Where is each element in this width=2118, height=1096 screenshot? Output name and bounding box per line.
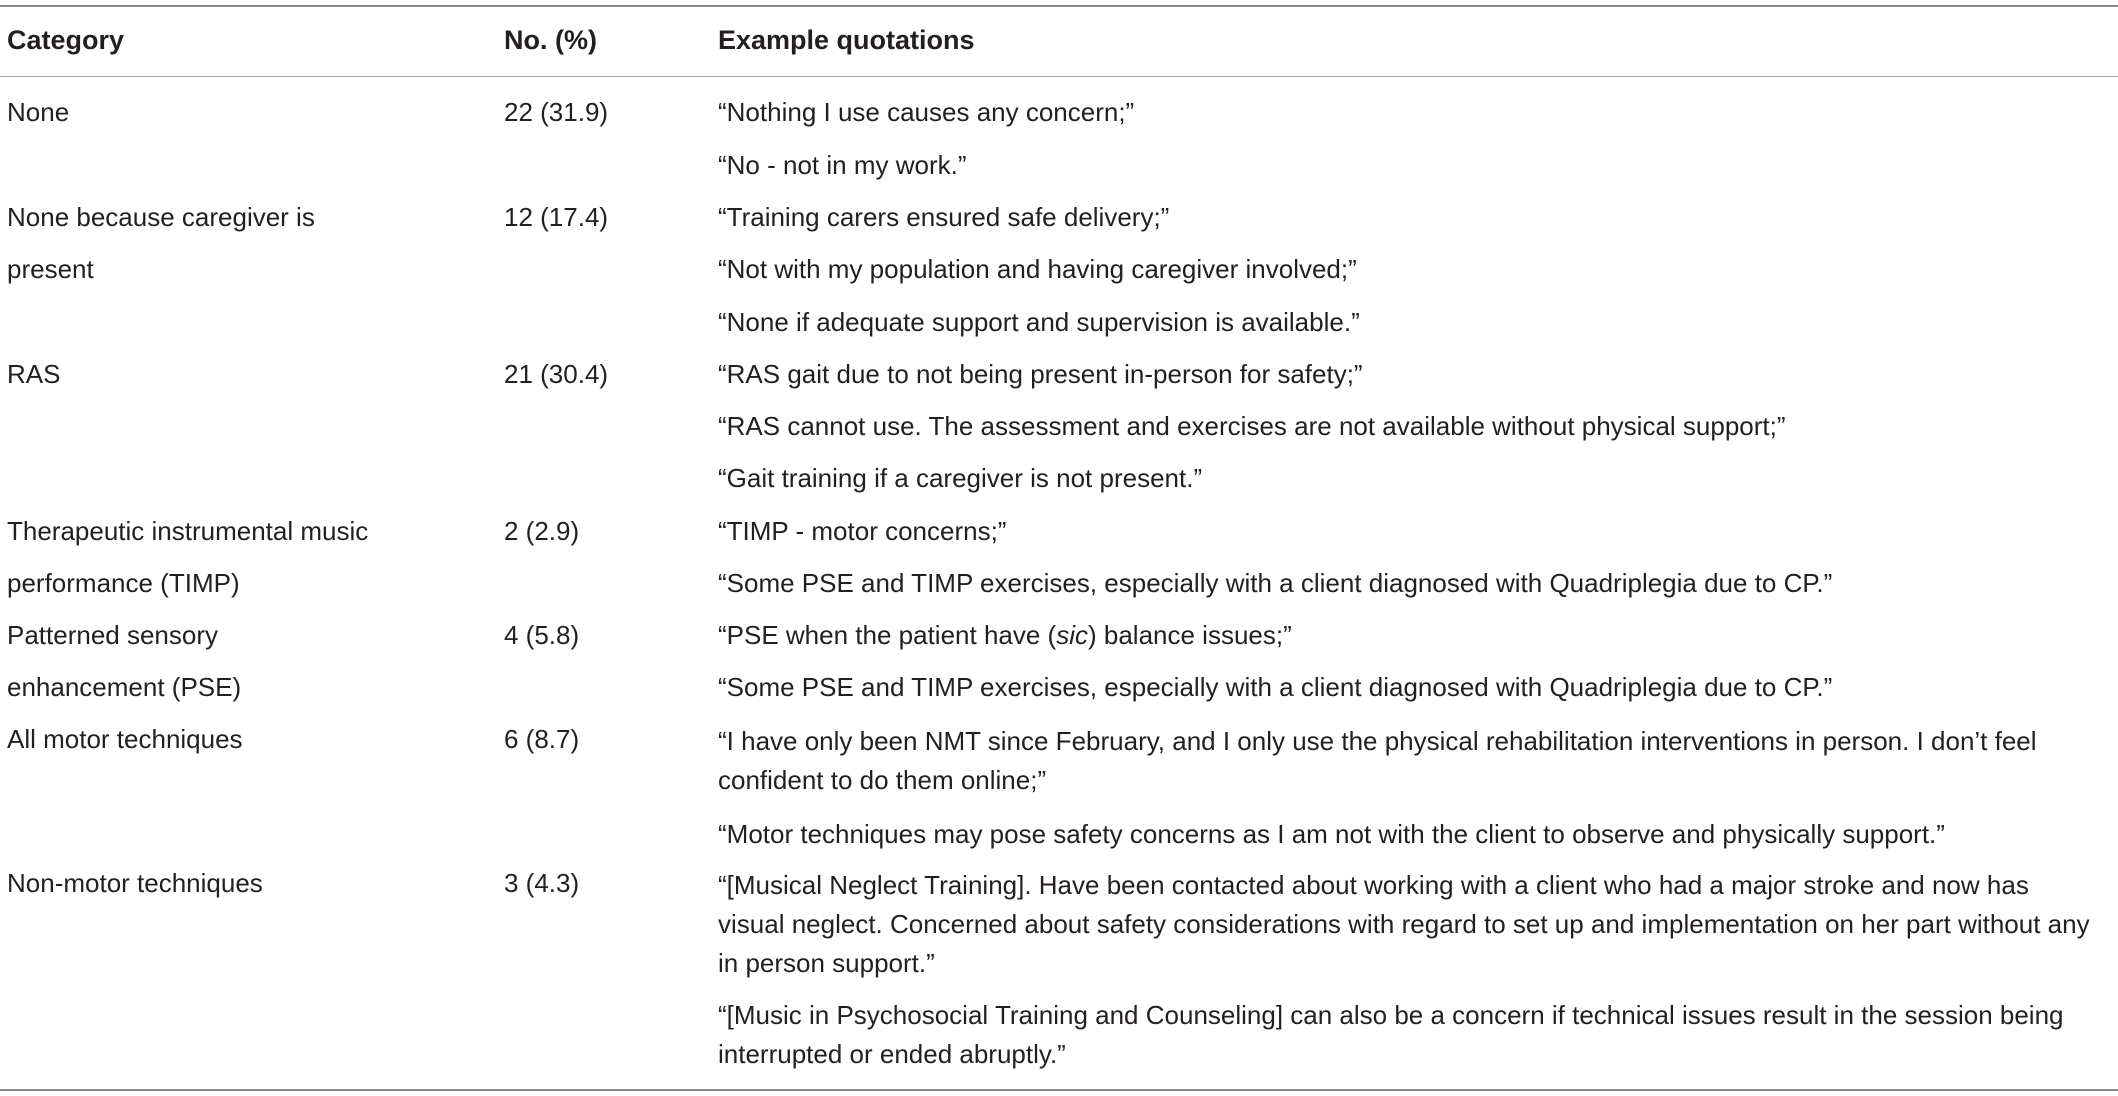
quotation-text: “PSE when the patient have ( [718,620,1057,650]
category-cell-line: None because caregiver is [7,202,315,232]
column-header-count: No. (%) [504,25,597,55]
category-cell: All motor techniques [7,724,243,754]
quotation: “Some PSE and TIMP exercises, especially with a client diagnosed with Quadriplegia due to CP.” [718,568,1833,598]
quotation: “[Music in Psychosocial Training and Counseling] can also be a concern if technical issues result in the session being interrupted or ended abruptly.” [718,1000,2064,1069]
quotation: “Gait training if a caregiver is not present.” [718,463,1203,493]
quotation: “[Musical Neglect Training]. Have been contacted about working with a client who had a major stroke and now has visual neglect. Concerned about safety considerations with regard to set up and implementation on her part without any in person support.” [718,870,2090,978]
quotation: “RAS gait due to not being present in-person for safety;” [718,359,1363,389]
count-cell: 22 (31.9) [504,97,609,127]
quotation: “TIMP - motor concerns;” [718,516,1007,546]
count-cell: 3 (4.3) [504,868,580,898]
count-cell: 4 (5.8) [504,620,580,650]
quotation: “Nothing I use causes any concern;” [718,97,1135,127]
quotation: “Motor techniques may pose safety concerns as I am not with the client to observe and physically support.” [718,819,1945,849]
category-cell: RAS [7,359,61,389]
count-cell: 12 (17.4) [504,202,609,232]
quotation: “No - not in my work.” [718,150,967,180]
sic-italic: sic [1056,620,1088,650]
header-rule [0,76,2118,77]
table-bottom-rule [0,1089,2118,1091]
category-cell-line: performance (TIMP) [7,568,240,598]
category-cell: None [7,97,70,127]
quotation: “Not with my population and having caregiver involved;” [718,254,1357,284]
category-cell-line: Patterned sensory [7,620,219,650]
quotation [718,609,1292,661]
quotation: “I have only been NMT since February, and I only use the physical rehabilitation interventions in person. I don’t feel confident to do them online;” [718,726,2037,795]
count-cell: 2 (2.9) [504,516,580,546]
quotation: “Some PSE and TIMP exercises, especially with a client diagnosed with Quadriplegia due to CP.” [718,672,1833,702]
quotation-text: ) balance issues;” [1087,620,1292,650]
category-cell-line: Therapeutic instrumental music [7,516,369,546]
category-cell: Non-motor techniques [7,868,263,898]
category-cell-line: enhancement (PSE) [7,672,242,702]
quotation: “None if adequate support and supervision is available.” [718,307,1360,337]
category-cell-line: present [7,254,94,284]
column-header-quotations: Example quotations [718,25,975,55]
column-header-category: Category [7,25,125,55]
count-cell: 21 (30.4) [504,359,609,389]
count-cell: 6 (8.7) [504,724,580,754]
table-top-rule [0,5,2118,7]
quotation: “RAS cannot use. The assessment and exercises are not available without physical support;” [718,411,1786,441]
quotation: “Training carers ensured safe delivery;” [718,202,1170,232]
